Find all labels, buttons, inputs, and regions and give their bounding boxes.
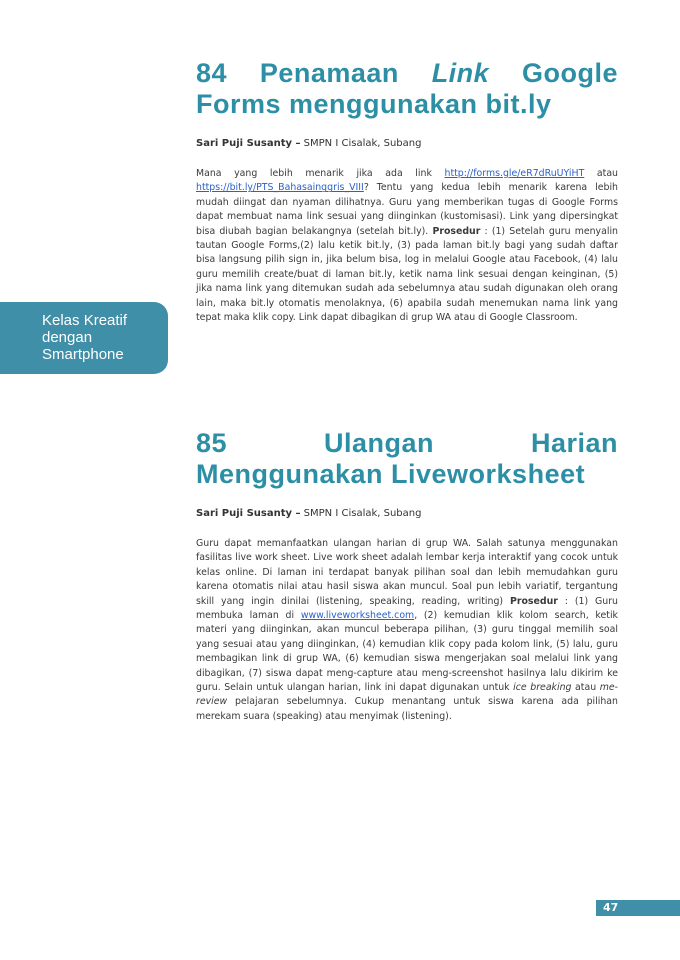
article-85-title: 85 Ulangan Harian Menggunakan Liveworksheet	[196, 428, 618, 489]
article-84	[196, 58, 618, 325]
chapter-title-line2: dengan	[42, 329, 93, 346]
article-85-author: Sari Puji Susanty – SMPN I Cisalak, Subang	[196, 508, 422, 519]
liveworksheet-link[interactable]: www.liveworksheet.com	[300, 610, 415, 622]
chapter-title	[42, 312, 127, 363]
article-85	[196, 428, 618, 724]
page-number-badge	[596, 900, 680, 916]
chapter-title-line1: Kelas Kreatif	[42, 312, 128, 329]
page-number: 47	[603, 901, 619, 914]
article-85-body: Guru dapat memanfaatkan ulangan harian di grup WA. Salah satunya menggunakan fasilitas live work sheet. Live work sheet adalah lembar kerja interaktif yang cocok untuk kelas online. Di laman ini terdapat banyak pilihan soal dan lebih memudahkan guru karena otomatis nilai atau hasil siswa akan muncul. Soal pun lebih variatif, tergantung skill yang ingin dinilai (listening, speaking, reading, writing) Prosedur : (1) Guru membuka laman di www.liveworksheet.com, (2) kemudian klik kolom search, ketik materi yang diinginkan, akan muncul beberapa pilihan, (3) guru tinggal memilih soal yang sesuai atau yang diinginkan, (4) kemudian klik copy pada kolom link, (5) lalu, guru membagikan link di grup WA, (6) kemudian siswa mengerjakan soal melalui link yang dibagikan, (7) siswa dapat meng-capture atau meng-screenshot hasilnya lalu dikirim ke guru. Selain untuk ulangan harian, link ini dapat digunakan untuk ice breaking atau me-review pelajaran sebelumnya. Cukup menantang untuk siswa karena ada pilihan merekam suara (speaking) atau menyimak (listening).	[196, 538, 618, 722]
article-84-title: 84 Penamaan Link Google Forms menggunakan bit.ly	[196, 58, 618, 119]
chapter-title-line3: Smartphone	[42, 346, 124, 363]
forms-link[interactable]: http://forms.gle/eR7dRuUYiHT	[444, 168, 585, 179]
article-84-body: Mana yang lebih menarik jika ada link http://forms.gle/eR7dRuUYiHT atau https://bit.ly/PTS_Bahasainggris_VIII? Tentu yang kedua lebih menarik karena lebih mudah diingat dan nyaman dilihatnya. Guru yang memberikan tugas di Google Forms dapat membuat nama link sesuai yang diinginkan (kustomisasi). Link yang dipersingkat bisa diubah bagian belakangnya (setelah bit.ly). Prosedur : (1) Setelah guru menyalin tautan Google Forms,(2) lalu ketik bit.ly, (3) pada laman bit.ly bagi yang sudah daftar bisa langsung pilih sign in, jika belum bisa, log in melalui Google atau Facebook, (4) lalu guru memilih create/buat di laman bit.ly, ketik nama link sesuai dengan keinginan, (5) jika nama link yang ditemukan sudah ada sebelumnya atau sudah digunakan oleh orang lain, maka bit.ly otomatis menolaknya, (6) apabila sudah menemukan nama link yang tepat maka klik copy. Link dapat dibagikan di grup WA atau di Google Classroom.	[196, 168, 619, 324]
bitly-link[interactable]: https://bit.ly/PTS_Bahasainggris_VIII	[196, 182, 364, 194]
chapter-side-tab	[0, 302, 168, 374]
article-84-author: Sari Puji Susanty – SMPN I Cisalak, Subang	[196, 138, 422, 149]
